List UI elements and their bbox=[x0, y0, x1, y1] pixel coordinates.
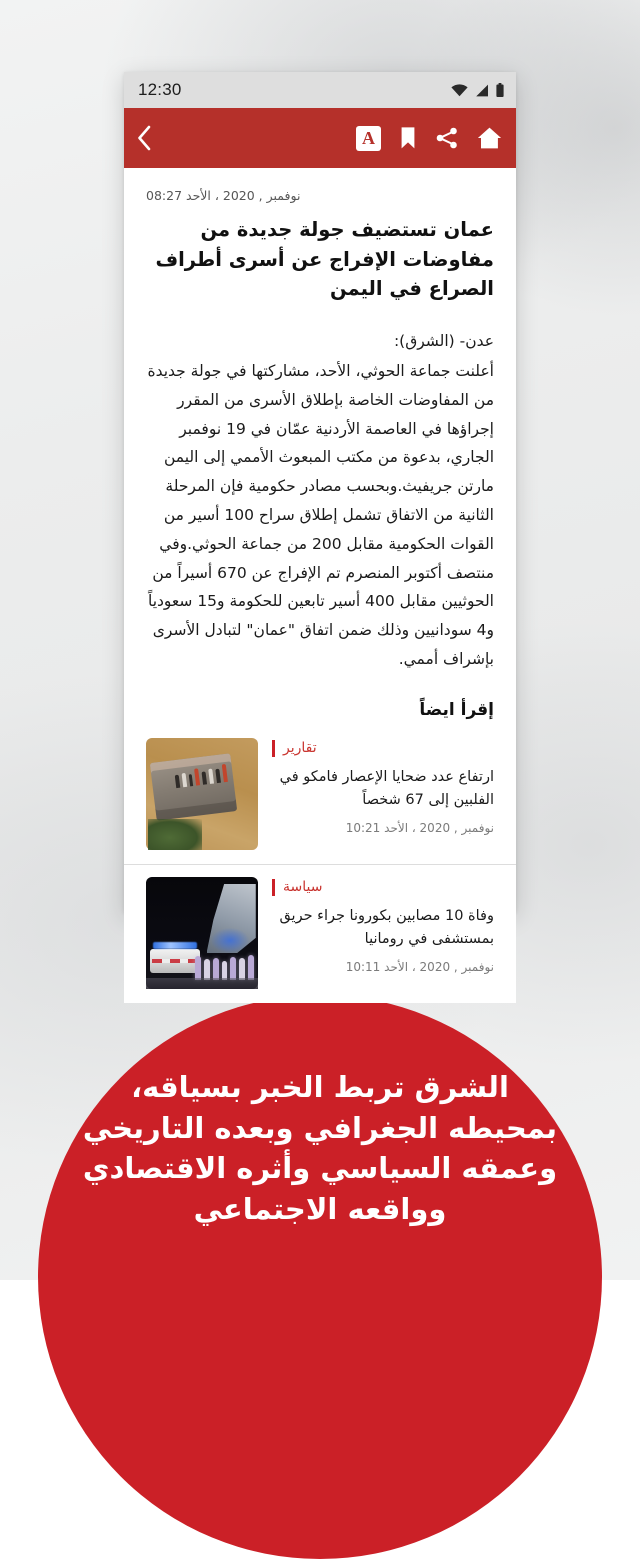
related-article-info bbox=[272, 738, 494, 835]
share-button[interactable] bbox=[435, 126, 459, 150]
medical-personnel-figures bbox=[195, 955, 253, 980]
app-toolbar bbox=[124, 108, 516, 168]
promo-circle bbox=[38, 995, 602, 1559]
related-article-title: ارتفاع عدد ضحايا الإعصار فامكو في الفلبين إلى 67 شخصاً bbox=[279, 768, 494, 809]
category-label: سياسة bbox=[283, 879, 323, 896]
related-article-item[interactable] bbox=[124, 726, 516, 865]
ambulance-shape bbox=[150, 949, 199, 974]
home-icon bbox=[477, 126, 502, 150]
article-body bbox=[124, 168, 516, 674]
related-article-info bbox=[272, 877, 494, 974]
promo-tagline: الشرق تربط الخبر بسياقه، بمحيطه الجغرافي وبعده التاريخي وعمقه السياسي وأثره الاقتصادي وواقعه الاجتماعي bbox=[82, 1070, 558, 1226]
wifi-icon bbox=[451, 84, 468, 97]
article-dateline: عدن- (الشرق): bbox=[393, 331, 494, 350]
article-timestamp: نوفمبر , 2020 ، الأحد 08:27 bbox=[146, 188, 301, 203]
font-size-button[interactable] bbox=[356, 126, 381, 151]
related-category bbox=[272, 740, 494, 757]
home-button[interactable] bbox=[477, 126, 502, 150]
flood-figures bbox=[174, 764, 227, 788]
phone-screenshot-card bbox=[124, 72, 516, 974]
battery-icon bbox=[496, 83, 504, 97]
category-label: تقارير bbox=[283, 740, 317, 757]
plane-blue-glow bbox=[211, 928, 249, 953]
read-also-heading: إقرأ ايضاً bbox=[419, 699, 494, 720]
related-article-title: وفاة 10 مصابين بكورونا جراء حريق بمستشفى في رومانيا bbox=[279, 907, 494, 948]
status-bar bbox=[124, 72, 516, 108]
related-article-item[interactable] bbox=[124, 865, 516, 1003]
article-scroll-area[interactable] bbox=[124, 168, 516, 1003]
category-accent-bar bbox=[272, 740, 275, 757]
category-accent-bar bbox=[272, 879, 275, 896]
back-button[interactable] bbox=[136, 125, 152, 151]
related-article-timestamp: نوفمبر , 2020 ، الأحد 10:11 bbox=[345, 959, 494, 974]
cellular-signal-icon bbox=[475, 84, 489, 97]
related-category bbox=[272, 879, 494, 896]
toolbar-actions bbox=[356, 126, 502, 151]
related-thumbnail-night-airport bbox=[146, 877, 258, 989]
tarmac-ground bbox=[146, 978, 258, 989]
font-size-icon: A bbox=[356, 126, 381, 151]
related-thumbnail-flood-rooftop bbox=[146, 738, 258, 850]
article-headline: عمان تستضيف جولة جديدة من مفاوضات الإفراج عن أسرى أطراف الصراع في اليمن bbox=[155, 218, 494, 301]
related-article-timestamp: نوفمبر , 2020 ، الأحد 10:21 bbox=[345, 820, 494, 835]
bookmark-button[interactable] bbox=[399, 126, 417, 150]
share-icon bbox=[435, 126, 459, 150]
article-paragraph: أعلنت جماعة الحوثي، الأحد، مشاركتها في جولة جديدة من المفاوضات الخاصة بإطلاق الأسرى من المقرر إجراؤها في العاصمة الأردنية عمّان في 19 نوفمبر الجاري، بدعوة من مكتب المبعوث الأممي إلى اليمن مارتن جريفيث.وبحسب مصادر حكومية فإن المرحلة الثانية من الاتفاق تشمل إطلاق سراح 100 أسير من القوات الحكومية مقابل 200 من جماعة الحوثي.وفي منتصف أكتوبر المنصرم تم الإفراج عن 670 أسيراً من الحوثيين مقابل 400 أسير تابعين للحكومة و15 سعودياً و4 سودانيين وذلك ضمن اتفاق "عمان" لتبادل الأسرى بإشراف أممي. bbox=[147, 361, 494, 669]
bookmark-icon bbox=[399, 126, 417, 150]
status-bar-clock: 12:30 bbox=[138, 80, 182, 99]
status-bar-icons bbox=[451, 83, 504, 97]
